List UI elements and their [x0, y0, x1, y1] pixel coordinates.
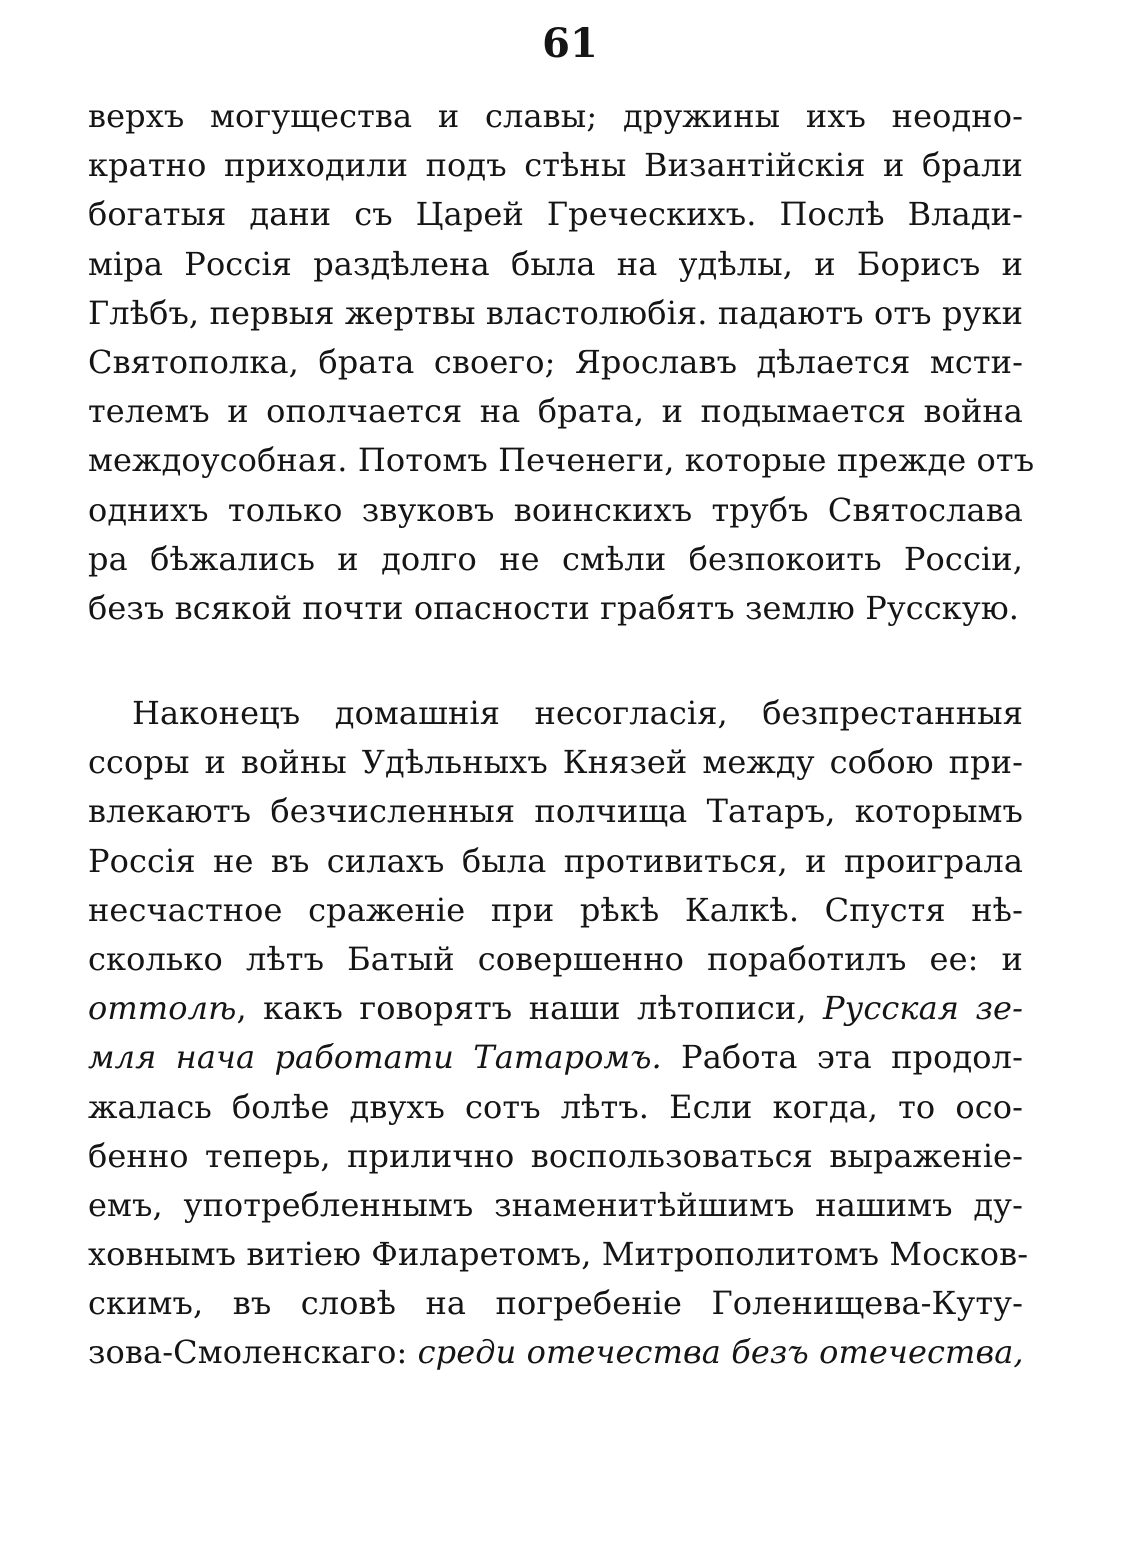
text-segment: зова-Смоленскаго: — [88, 1333, 418, 1372]
text-line — [88, 1132, 1023, 1181]
text-segment: телемъ и ополчается на брата, и подымается война — [88, 392, 1023, 431]
text-line — [88, 1181, 1023, 1230]
italic-text: мля нача работати Татаромъ. — [88, 1038, 662, 1077]
text-segment: Глѣбъ, первыя жертвы властолюбія. падаютъ отъ руки — [88, 293, 1023, 332]
text-segment: скимъ, въ словѣ на погребеніе Голенищева-Куту- — [88, 1284, 1023, 1323]
text-segment: междоусобная. Потомъ Печенеги, которые прежде отъ — [88, 441, 1035, 480]
text-line — [88, 1230, 1029, 1279]
text-segment: ссоры и войны Удѣльныхъ Князей между собою при- — [88, 743, 1023, 782]
text-line — [88, 436, 1035, 485]
text-segment: несчастное сраженіе при рѣкѣ Калкѣ. Спустя нѣ- — [88, 890, 1023, 929]
text-segment: богатыя дани съ Царей Греческихъ. Послѣ Влади- — [88, 195, 1023, 234]
text-segment: міра Россія раздѣлена была на удѣлы, и Борисъ и — [88, 244, 1023, 283]
page-number: 61 — [542, 20, 598, 67]
text-line — [88, 289, 1023, 338]
paragraph-2 — [88, 689, 1029, 1378]
text-line — [88, 1033, 1023, 1082]
text-line — [88, 92, 1023, 141]
text-segment: верхъ могущества и славы; дружины ихъ неодно- — [88, 97, 1023, 135]
text-segment: сколько лѣтъ Батый совершенно поработилъ ее: и — [88, 939, 1023, 978]
text-line — [88, 486, 1023, 535]
text-segment: Россія не въ силахъ была противиться, и проиграла — [88, 841, 1023, 880]
text-segment: однихъ только звуковъ воинскихъ трубъ Святослава — [88, 490, 1023, 529]
text-segment: кратно приходили подъ стѣны Византійскія и брали — [88, 146, 1023, 185]
italic-text: среди отечества безъ отечества, — [417, 1333, 1024, 1372]
text-line — [88, 1083, 1023, 1132]
text-line — [88, 584, 1023, 633]
text-segment: безъ всякой почти опасности грабятъ землю Русскую. — [88, 588, 1020, 627]
paragraph-1 — [88, 92, 1035, 633]
text-line — [88, 338, 1023, 387]
text-line — [88, 1328, 1023, 1377]
text-line — [88, 984, 1023, 1033]
text-line — [88, 190, 1023, 239]
text-segment: Святополка, брата своего; Ярославъ дѣлается мсти- — [88, 342, 1023, 381]
text-segment: влекаютъ безчисленныя полчища Татаръ, которымъ — [88, 792, 1023, 831]
text-segment: емъ, употребленнымъ знаменитѣйшимъ нашимъ ду- — [88, 1185, 1023, 1224]
text-line — [88, 935, 1023, 984]
text-line — [88, 738, 1023, 787]
text-segment: Наконецъ домашнія несогласія, безпрестанныя — [132, 694, 1023, 732]
text-line — [88, 1279, 1023, 1328]
text-line — [88, 240, 1023, 289]
text-line — [88, 886, 1023, 935]
text-segment: ховнымъ витіею Филаретомъ, Митрополитомъ Москов- — [88, 1235, 1029, 1274]
italic-text: оттолѣ — [88, 989, 237, 1028]
italic-text: Русская зе- — [823, 989, 1023, 1028]
text-segment: , какъ говорятъ наши лѣтописи, — [236, 989, 824, 1028]
text-segment: Работа эта продол- — [661, 1038, 1024, 1077]
text-line — [88, 535, 1023, 584]
text-line — [88, 387, 1023, 436]
text-line — [88, 837, 1023, 886]
text-line — [88, 787, 1023, 836]
text-segment: бенно теперь, прилично воспользоваться выраженіе- — [88, 1136, 1023, 1175]
text-line — [88, 689, 1023, 738]
text-segment: жалась болѣе двухъ сотъ лѣтъ. Если когда, то осо- — [88, 1087, 1023, 1126]
text-segment: ра бѣжались и долго не смѣли безпокоить Россіи, — [88, 539, 1023, 578]
text-line — [88, 141, 1023, 190]
